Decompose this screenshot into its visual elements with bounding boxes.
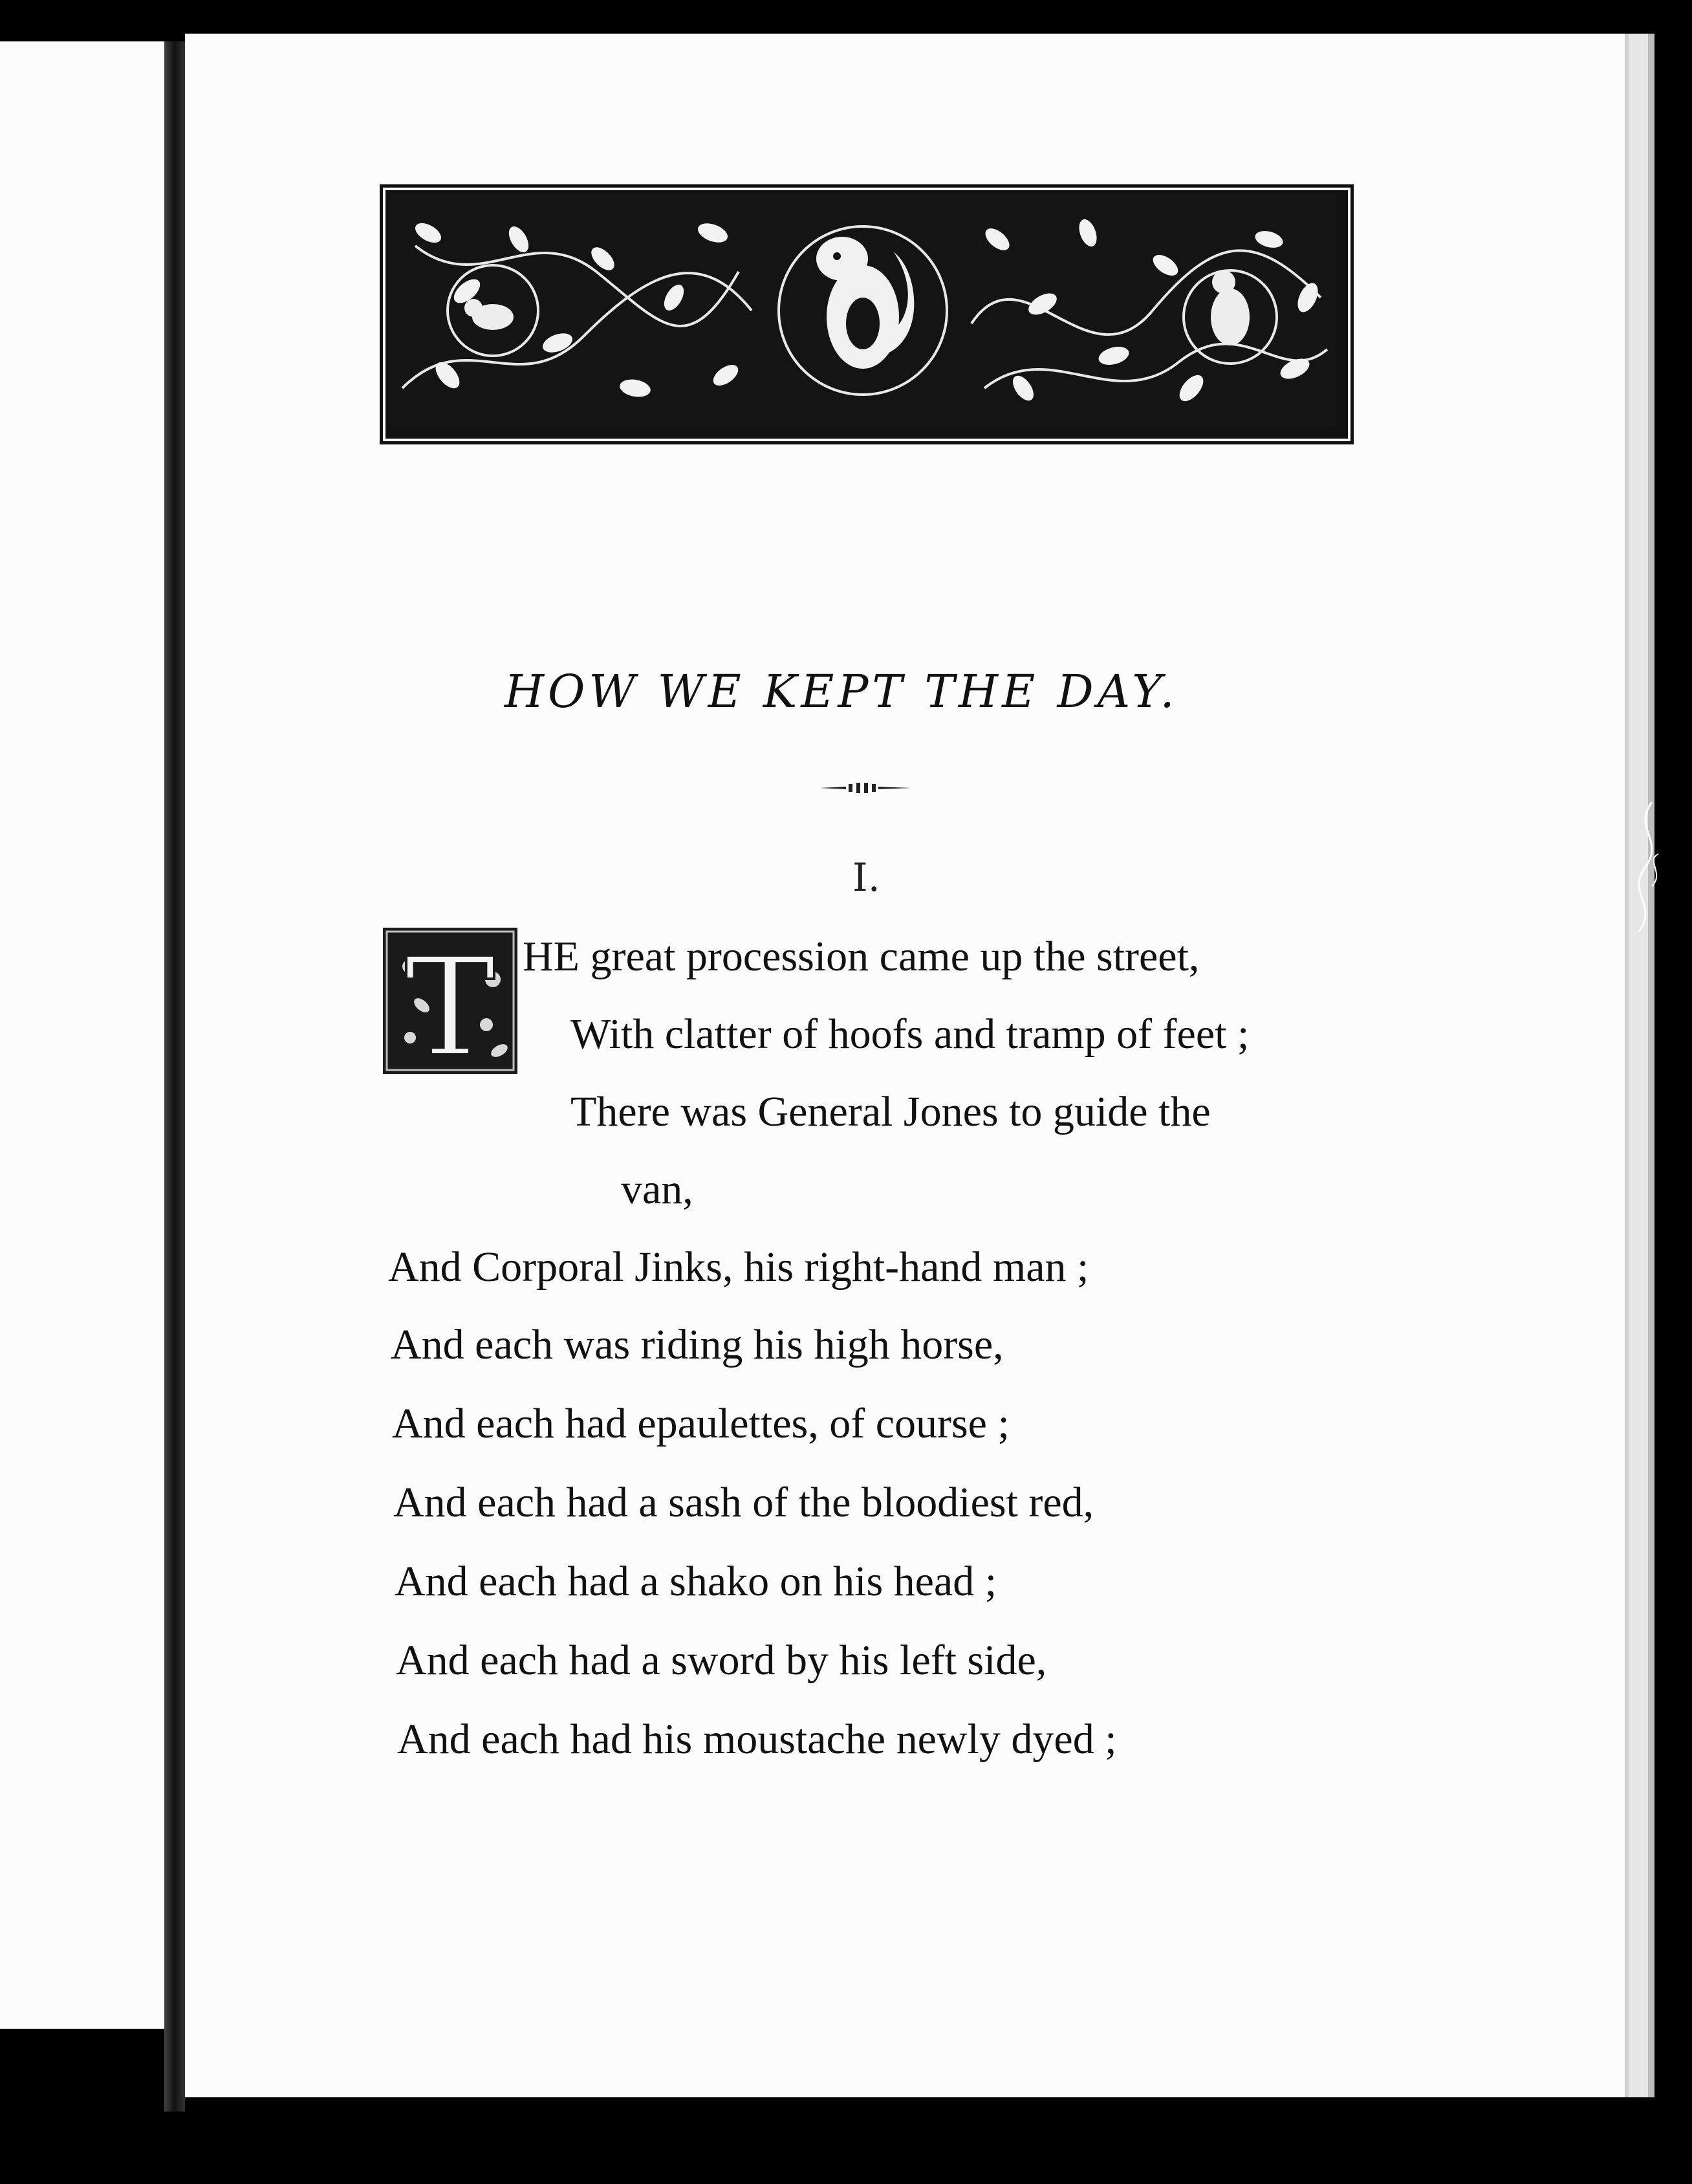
drop-cap-letter: T: [404, 928, 496, 1074]
poem-line-1: HE great procession came up the street,: [523, 933, 1200, 980]
poem-line-4: van,: [621, 1166, 693, 1213]
poem-line-6: And each was riding his high horse,: [391, 1321, 1004, 1368]
thread-mark: [1626, 802, 1671, 932]
poem-line-8: And each had a sash of the bloodiest red,: [393, 1479, 1094, 1526]
poem-line-10: And each had a sword by his left side,: [396, 1637, 1047, 1684]
ornamental-rule-icon: [820, 780, 911, 796]
poem-line-7: And each had epaulettes, of course ;: [392, 1400, 1010, 1447]
poem-line-9: And each had a shako on his head ;: [395, 1558, 997, 1605]
poem-line-11: And each had his moustache newly dyed ;: [397, 1716, 1117, 1763]
poem-line-3: There was General Jones to guide the: [570, 1088, 1211, 1135]
floral-header-banner: [385, 190, 1348, 439]
left-page-edge: [0, 41, 173, 2029]
section-number: I.: [852, 855, 880, 901]
poem-line-5: And Corporal Jinks, his right-hand man ;: [388, 1243, 1089, 1291]
floral-vine-illustration: [389, 194, 1336, 427]
poem-line-2: With clatter of hoofs and tramp of feet ;: [570, 1010, 1250, 1058]
drop-cap-initial: [383, 928, 517, 1074]
poem-title: HOW WE KEPT THE DAY.: [504, 665, 1178, 718]
book-gutter: [164, 41, 185, 2112]
floral-initial-ornament: [383, 928, 517, 1074]
